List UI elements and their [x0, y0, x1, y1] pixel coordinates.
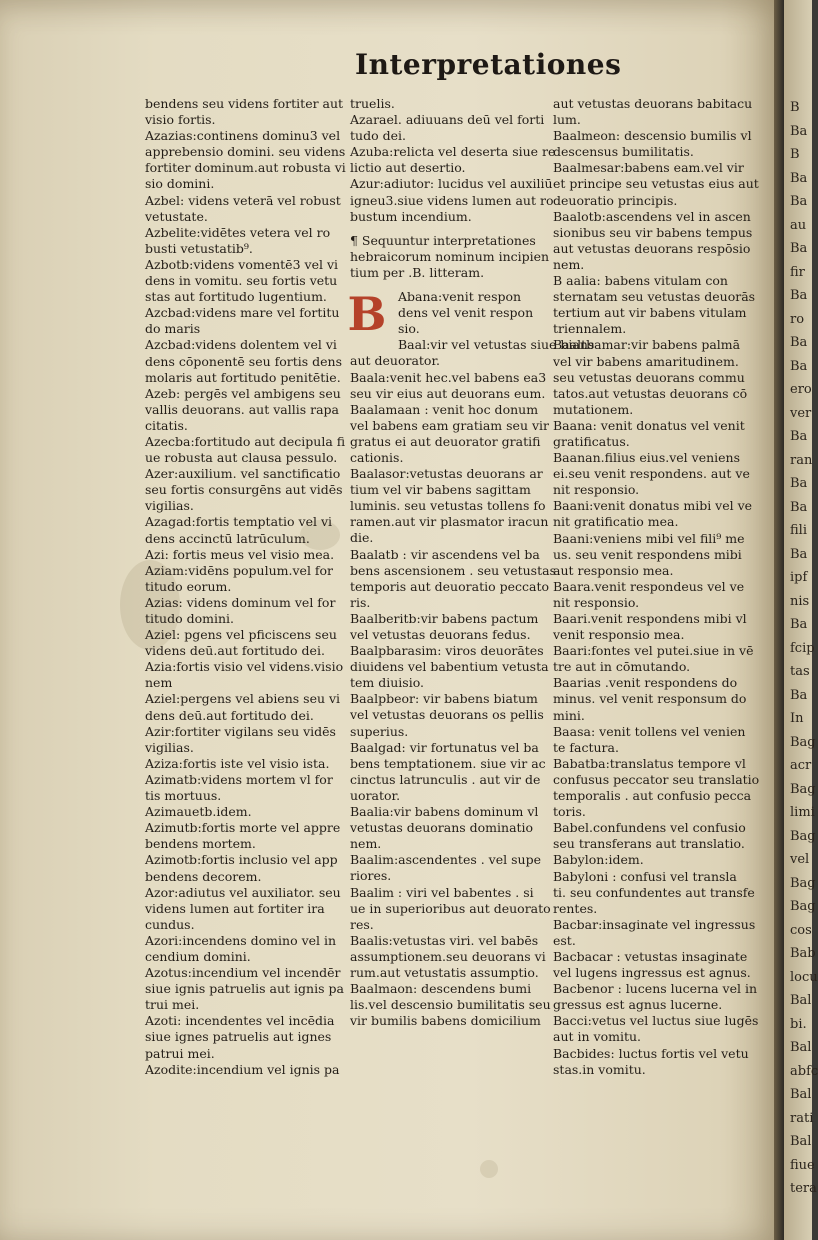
adjacent-page-fragment: bi.	[790, 1016, 807, 1032]
text-line: Baaltbamar:vir babens palmā	[553, 337, 741, 353]
text-line: lictio aut desertio.	[350, 160, 466, 176]
text-line: tudo dei.	[350, 128, 406, 144]
adjacent-page-fragment: Ba	[790, 194, 808, 209]
text-line: Aziel: pgens vel pficiscens seu	[145, 627, 337, 643]
adjacent-page-fragment: cos	[790, 922, 812, 938]
text-line: dens accinctū latrūculum.	[145, 530, 310, 546]
text-line: ti. seu confundentes aut transfe	[553, 884, 755, 900]
text-line: stas aut fortitudo lugentium.	[145, 289, 327, 305]
text-line: vir bumilis babens domicilium	[350, 1013, 541, 1029]
adjacent-page-fragment: Bag	[790, 828, 816, 844]
text-line: Baanan.filius eius.vel veniens	[553, 450, 741, 466]
text-line: aut responsio mea.	[553, 562, 674, 578]
text-line: Azimatb:videns mortem vl for	[145, 771, 333, 787]
text-line: Aziza:fortis iste vel visio ista.	[145, 755, 330, 771]
adjacent-page-fragment: Ba	[790, 687, 808, 703]
adjacent-page-fragment: Ba	[790, 617, 808, 632]
adjacent-page-fragment: Ba	[790, 429, 808, 444]
text-line: Baalotb:ascendens vel in ascen	[553, 208, 751, 224]
text-line: gratus ei aut deuorator gratifi	[350, 433, 541, 449]
text-line: Baalim:ascendentes . vel supe	[350, 852, 541, 868]
text-line: Aziel:pergens vel abiens seu vi	[145, 691, 341, 707]
adjacent-page-fragment: ran	[790, 452, 813, 468]
adjacent-page-fragment: Ba	[790, 123, 808, 139]
adjacent-page-fragment: au	[790, 217, 807, 233]
text-line: Babel.confundens vel confusio	[553, 820, 746, 836]
text-line: Baalia:vir babens dominum vl	[350, 804, 539, 820]
text-column-left	[145, 96, 350, 1078]
text-line: visio fortis.	[145, 112, 216, 128]
text-line: tis mortuus.	[145, 788, 222, 804]
text-line: Azbel: videns veterā vel robust	[145, 192, 341, 208]
text-line: rentes.	[553, 900, 598, 916]
text-line: Baani:veniens mibi vel fili⁹ me	[553, 530, 745, 546]
text-line: Azbelite:vidētes vetera vel ro	[145, 224, 331, 240]
adjacent-page-fragment: Bab	[790, 946, 816, 961]
text-line: Azia:fortis visio vel videns.visio	[145, 659, 344, 675]
adjacent-page-fragment: Bag	[790, 734, 816, 750]
adjacent-page-fragment: ero	[790, 382, 812, 397]
text-line: Azoti: incendentes vel incēdia	[145, 1013, 335, 1029]
text-line: Bacbar:insaginate vel ingressus	[553, 916, 756, 932]
text-line: triennalem.	[553, 321, 627, 337]
text-line: Abana:venit respon	[398, 289, 522, 305]
text-line: siue ignes patruelis aut ignes	[145, 1029, 332, 1045]
text-line: te factura.	[553, 739, 619, 755]
text-line: ramen.aut vir plasmator iracun	[350, 514, 549, 530]
text-line: seu fortis consurgēns aut vidēs	[145, 482, 343, 498]
text-line: uorator.	[350, 787, 401, 803]
text-line: Azir:fortiter vigilans seu vidēs	[145, 723, 336, 739]
text-line: Baarias .venit respondens do	[553, 675, 738, 691]
adjacent-page-fragment: ro	[790, 311, 805, 327]
section-heading	[350, 233, 552, 281]
text-line: dens deū.aut fortitudo dei.	[145, 707, 314, 723]
text-line: Bacbacar : vetustas insaginate	[553, 948, 748, 964]
text-line: Azazias:continens dominu3 vel	[145, 128, 341, 144]
adjacent-page-fragment: abfc	[790, 1063, 818, 1079]
text-line: Azotus:incendium vel incendēr	[145, 965, 341, 981]
text-line: diuidens vel babentium vetusta	[350, 659, 549, 675]
text-line: bens ascensionem . seu vetustas	[350, 562, 556, 578]
adjacent-page-fragment: Bal	[790, 993, 812, 1008]
text-line: assumptionem.seu deuorans vi	[350, 948, 546, 964]
adjacent-page-fragment: ver	[790, 405, 812, 421]
text-line: Babatba:translatus tempore vl	[553, 755, 746, 771]
text-line: Baalasor:vetustas deuorans ar	[350, 466, 543, 482]
text-line: Baari:fontes vel putei.siue in vē	[553, 643, 754, 659]
text-line: vigilias.	[145, 739, 194, 755]
text-line: vel lugens ingressus est agnus.	[553, 965, 751, 981]
text-line: Bacbides: luctus fortis vel vetu	[553, 1045, 749, 1061]
text-line: cinctus latrunculis . aut vir de	[350, 771, 541, 787]
text-line: apprebensio domini. seu videns	[145, 144, 346, 160]
text-line: aut vetustas deuorans babitacu	[553, 96, 753, 111]
text-line: Baalatb : vir ascendens vel ba	[350, 546, 540, 562]
adjacent-page-fragment: vel	[790, 852, 810, 867]
text-line: Azodite:incendium vel ignis pa	[145, 1061, 340, 1077]
text-line: tatos.aut vetustas deuorans cō	[553, 385, 748, 401]
text-line: vel babens eam gratiam seu vir	[350, 417, 549, 433]
text-line: vel vir babens amaritudinem.	[553, 353, 739, 369]
text-line: seu vir eius aut deuorans eum.	[350, 385, 546, 401]
adjacent-page-edge	[784, 0, 818, 1240]
text-line: titudo eorum.	[145, 578, 232, 594]
adjacent-page-fragment: ipf	[790, 570, 808, 585]
adjacent-page-fragment: fcip	[790, 640, 815, 656]
text-line: dens cōponentē seu fortis dens	[145, 353, 343, 369]
text-line: Azori:incendens domino vel in	[145, 932, 337, 948]
text-line: Baal:vir vel vetustas siue bians	[398, 337, 595, 353]
text-line: seu vetustas deuorans commu	[553, 369, 745, 385]
adjacent-page-fragment: In	[790, 711, 804, 726]
text-line: lum.	[553, 112, 581, 128]
text-line: Aziam:vidēns populum.vel for	[145, 562, 334, 578]
text-line: Bacbenor : lucens lucerna vel in	[553, 981, 758, 997]
text-line: Baalmeon: descensio bumilis vl	[553, 128, 752, 144]
text-line: dens in vomitu. seu fortis vetu	[145, 273, 338, 289]
text-line: B aalia: babens vitulam con	[553, 273, 728, 289]
text-line: busti vetustatib⁹.	[145, 240, 253, 256]
adjacent-page-fragment: tas	[790, 664, 810, 679]
text-line: fortiter dominum.aut robusta vi	[145, 160, 346, 176]
text-line: die.	[350, 530, 374, 546]
text-line: descensus bumilitatis.	[553, 144, 694, 160]
text-line: Azeb: pergēs vel ambigens seu	[145, 385, 341, 401]
text-line: ue robusta aut clausa pessulo.	[145, 450, 338, 466]
text-line: Baasa: venit tollens vel venien	[553, 723, 746, 739]
text-line: venit responsio mea.	[553, 627, 685, 643]
text-line: Azias: videns dominum vel for	[145, 594, 336, 610]
adjacent-page-fragment: Bag	[790, 899, 816, 914]
text-line: confusus peccator seu translatio	[553, 771, 760, 787]
text-line: aut in vomitu.	[553, 1029, 642, 1045]
text-line: dens vel venit respon	[398, 305, 534, 321]
text-line: vetustate.	[145, 208, 208, 224]
page-title: Interpretationes	[355, 48, 622, 81]
text-line: tium vel vir babens sagittam	[350, 482, 531, 498]
text-line: gratificatus.	[553, 433, 630, 449]
text-line: luminis. seu vetustas tollens fo	[350, 498, 546, 514]
text-line: molaris aut fortitudo penitētie.	[145, 369, 341, 385]
text-line: patrui mei.	[145, 1045, 215, 1061]
adjacent-page-fragment: Bal	[790, 1134, 812, 1149]
text-line: vetustas deuorans dominatio	[350, 820, 534, 836]
text-line: nem.	[350, 836, 382, 852]
text-line: Baalpbeor: vir babens biatum	[350, 691, 538, 707]
text-line: tre aut in cōmutando.	[553, 659, 691, 675]
text-line: rum.aut vetustatis assumptio.	[350, 964, 539, 980]
decorated-initial-letter: B	[347, 287, 387, 342]
adjacent-page-fragment: fir	[790, 264, 805, 280]
text-line: Azimauetb.idem.	[145, 804, 252, 820]
text-line: sio domini.	[145, 176, 215, 192]
text-line: Azimotb:fortis inclusio vel app	[145, 852, 338, 868]
text-line: res.	[350, 916, 374, 932]
text-line: superius.	[350, 723, 409, 739]
text-line: Baalgad: vir fortunatus vel ba	[350, 739, 539, 755]
text-line: mutationem.	[553, 401, 634, 417]
text-line: sionibus seu vir babens tempus	[553, 224, 753, 240]
adjacent-page-fragment: Ba	[790, 288, 808, 303]
text-line: cationis.	[350, 449, 404, 465]
adjacent-page-fragment: Ba	[790, 241, 808, 256]
text-line: nem	[145, 675, 173, 691]
text-line: Azecba:fortitudo aut decipula fi	[145, 433, 346, 449]
text-line: minus. vel venit responsum do	[553, 691, 747, 707]
text-line: cendium domini.	[145, 948, 251, 964]
text-line: nit responsio.	[553, 482, 640, 498]
text-line: vel vetustas deuorans os pellis	[350, 707, 544, 723]
text-line: Baani:venit donatus mibi vel ve	[553, 498, 753, 514]
text-line: Bacci:vetus vel luctus siue lugēs	[553, 1013, 759, 1029]
text-line: Baala:venit hec.vel babens ea3	[350, 369, 547, 385]
adjacent-page-fragment: B	[790, 147, 800, 162]
text-line: toris.	[553, 804, 586, 820]
text-line: igneu3.siue videns lumen aut ro	[350, 192, 554, 208]
text-line: Baalberitb:vir babens pactum	[350, 610, 539, 626]
text-line: Azcbad:videns dolentem vel vi	[145, 337, 337, 353]
text-line: tertium aut vir babens vitulam	[553, 305, 747, 321]
text-line: tem diuisio.	[350, 675, 424, 691]
text-line: bendens decorem.	[145, 868, 262, 884]
text-line: deuoratio principis.	[553, 192, 678, 208]
text-line: temporis aut deuoratio peccato	[350, 578, 549, 594]
text-line: nit responsio.	[553, 594, 640, 610]
text-line: us. seu venit respondens mibi	[553, 546, 742, 562]
adjacent-page-fragment: Ba	[790, 499, 808, 515]
text-line: sio.	[398, 321, 420, 337]
text-line: aut vetustas deuorans respōsio	[553, 240, 751, 256]
text-line: nit gratificatio mea.	[553, 514, 679, 530]
adjacent-page-fragment: Bal	[790, 1087, 812, 1102]
text-line: ¶ Sequuntur interpretationes	[350, 232, 536, 248]
text-line: seu transferans aut translatio.	[553, 836, 745, 852]
book-gutter	[774, 0, 784, 1240]
text-line: lis.vel descensio bumilitatis seu	[350, 997, 551, 1013]
text-line: ue in superioribus aut deuorato	[350, 900, 551, 916]
text-line: nem.	[553, 256, 585, 272]
adjacent-page-fragment: Bal	[790, 1040, 812, 1055]
text-line: Azuba:relicta vel deserta siue re	[350, 144, 556, 160]
paper-stain	[480, 1160, 498, 1178]
text-line: Azur:adiutor: lucidus vel auxiliū	[350, 176, 553, 192]
adjacent-page-fragment: rati	[790, 1110, 814, 1126]
text-line: bens temptationem. siue vir ac	[350, 755, 546, 771]
text-column-right	[553, 96, 760, 1078]
adjacent-page-fragment: locu	[790, 969, 818, 985]
text-line: Baalis:vetustas viri. vel babēs	[350, 932, 539, 948]
text-line: Azor:adiutus vel auxiliator. seu	[145, 884, 341, 900]
text-line: gressus est agnus lucerne.	[553, 997, 723, 1013]
adjacent-page-fragment: Bag	[790, 781, 816, 797]
text-line: truelis.	[350, 96, 395, 111]
text-line: ris.	[350, 594, 371, 610]
adjacent-page-fragment: Ba	[790, 476, 808, 491]
text-line: Azcbad:videns mare vel fortitu	[145, 305, 340, 321]
text-line: Azi: fortis meus vel visio mea.	[145, 546, 335, 562]
text-line: Babyloni : confusi vel transla	[553, 868, 737, 884]
text-line: Azbotb:videns vomentē3 vel vi	[145, 256, 338, 272]
text-line: vigilias.	[145, 498, 194, 514]
text-line: vallis deuorans. aut vallis rapa	[145, 401, 339, 417]
text-line: hebraicorum nominum incipien	[350, 248, 550, 264]
adjacent-page-fragment: fili	[790, 523, 807, 538]
text-line: sternatam seu vetustas deuorās	[553, 289, 756, 305]
text-line: Baana: venit donatus vel venit	[553, 417, 745, 433]
text-line: bendens seu videns fortiter aut	[145, 96, 344, 111]
text-line: Azarael. adiuuans deū vel forti	[350, 112, 545, 128]
adjacent-page-fragment: Ba	[790, 546, 808, 562]
text-line: citatis.	[145, 417, 188, 433]
adjacent-page-fragment: Ba	[790, 358, 808, 374]
text-line: Baalmaon: descendens bumi	[350, 981, 532, 997]
text-line: mini.	[553, 707, 585, 723]
adjacent-page-fragment: limi	[790, 805, 815, 820]
text-line: bendens mortem.	[145, 836, 256, 852]
initial-paragraph	[347, 287, 552, 342]
adjacent-page-fragment: tera	[790, 1181, 817, 1196]
text-line: ei.seu venit respondens. aut ve	[553, 466, 750, 482]
adjacent-page-fragment: Bag	[790, 875, 816, 891]
text-line: Baalmesar:babens eam.vel vir	[553, 160, 744, 176]
text-line: Babylon:idem.	[553, 852, 644, 868]
text-line: trui mei.	[145, 997, 200, 1013]
text-line: cundus.	[145, 916, 195, 932]
text-line: Azagad:fortis temptatio vel vi	[145, 514, 333, 530]
text-line: aut deuorator.	[350, 353, 441, 369]
text-line: bustum incendium.	[350, 208, 472, 224]
adjacent-page-fragment: Ba	[790, 335, 808, 350]
text-line: riores.	[350, 868, 392, 884]
text-line: Baalpbarasim: viros deuorātes	[350, 643, 544, 659]
text-line: vel vetustas deuorans fedus.	[350, 627, 531, 642]
text-line: Baari.venit respondens mibi vl	[553, 611, 747, 626]
text-line: est.	[553, 932, 576, 948]
text-line: videns lumen aut fortiter ira	[145, 900, 325, 916]
text-line: Baara.venit respondeus vel ve	[553, 578, 745, 594]
text-line: tium per .B. litteram.	[350, 264, 485, 280]
adjacent-page-fragment: fiue	[790, 1157, 815, 1173]
text-line: Baalim : viri vel babentes . si	[350, 884, 534, 900]
text-line: Baalamaan : venit hoc donum	[350, 401, 539, 417]
text-line: temporalis . aut confusio pecca	[553, 788, 752, 804]
text-line: Azimutb:fortis morte vel appre	[145, 820, 341, 836]
text-line: videns deū.aut fortitudo dei.	[145, 643, 325, 659]
text-line: et principe seu vetustas eius aut	[553, 176, 759, 192]
adjacent-page-fragment: B	[790, 100, 800, 115]
text-line: do maris	[145, 321, 201, 337]
text-line: titudo domini.	[145, 611, 234, 626]
adjacent-page-fragment: nis	[790, 593, 810, 609]
adjacent-page-fragment: acr	[790, 758, 812, 773]
text-line: stas.in vomitu.	[553, 1061, 646, 1077]
adjacent-page-fragment: Ba	[790, 170, 808, 186]
text-line: siue ignis patruelis aut ignis pa	[145, 981, 344, 997]
text-line: Azer:auxilium. vel sanctificatio	[145, 466, 341, 482]
